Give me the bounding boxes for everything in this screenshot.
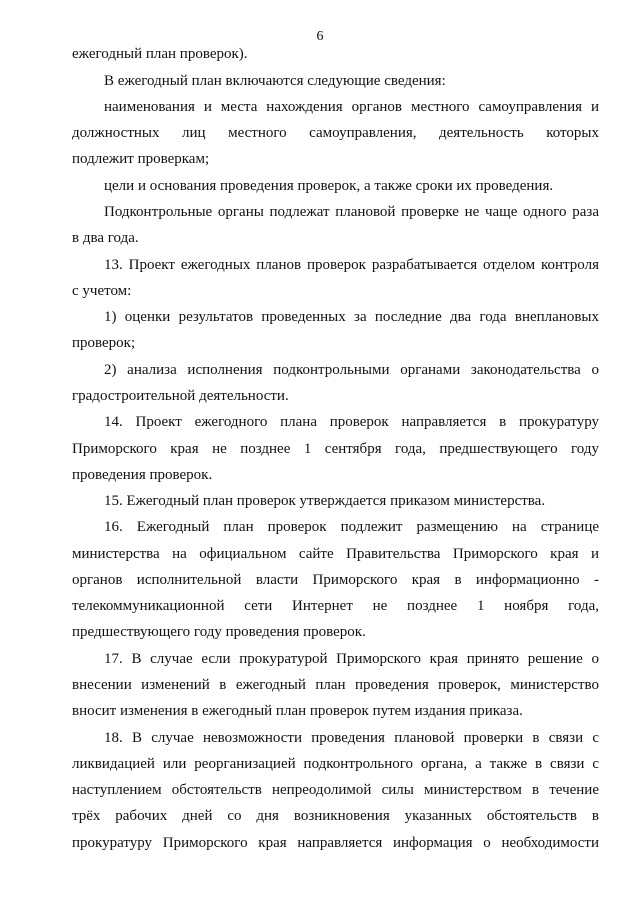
text-line: внесении изменений в ежегодный план проведения проверок, министерство: [72, 677, 599, 693]
text-line: цели и основания проведения проверок, а также сроки их проведения.: [104, 178, 554, 194]
text-line: наступлением обстоятельств непреодолимой силы министерством в течение: [72, 782, 599, 798]
text-line: 14. Проект ежегодного плана проверок направляется в прокуратуру: [104, 414, 599, 430]
text-line: 1) оценки результатов проведенных за последние два года внеплановых: [104, 309, 599, 325]
text-line: Подконтрольные органы подлежат плановой проверке не чаще одного раза: [104, 204, 599, 220]
text-line: 17. В случае если прокуратурой Приморского края принято решение о: [104, 651, 599, 667]
text-line: Приморского края не позднее 1 сентября года, предшествующего году: [72, 441, 599, 457]
text-line: градостроительной деятельности.: [72, 388, 289, 404]
text-line: проверок;: [72, 335, 136, 351]
text-line: предшествующего году проведения проверок.: [72, 624, 366, 640]
text-line: вносит изменения в ежегодный план проверок путем издания приказа.: [72, 703, 523, 719]
text-line: проведения проверок.: [72, 467, 213, 483]
text-line: с учетом:: [72, 283, 132, 299]
text-line: 13. Проект ежегодных планов проверок разрабатывается отделом контроля: [104, 257, 599, 273]
text-line: должностных лиц местного самоуправления, деятельность которых: [72, 125, 599, 141]
text-line: прокуратуру Приморского края направляется информация о необходимости: [72, 835, 599, 851]
text-line: подлежит проверкам;: [72, 151, 210, 167]
text-line: трёх рабочих дней со дня возникновения указанных обстоятельств в: [72, 808, 599, 824]
page-number: 6: [316, 29, 324, 44]
text-line: 15. Ежегодный план проверок утверждается приказом министерства.: [104, 493, 546, 509]
text-line: министерства на официальном сайте Правительства Приморского края и: [72, 546, 599, 562]
text-line: ежегодный план проверок).: [72, 46, 248, 62]
text-line: ликвидацией или реорганизацией подконтрольного органа, а также в связи с: [72, 756, 599, 772]
text-line: 16. Ежегодный план проверок подлежит размещению на странице: [104, 519, 599, 535]
text-line: В ежегодный план включаются следующие сведения:: [104, 73, 446, 89]
text-line: 18. В случае невозможности проведения плановой проверки в связи с: [104, 730, 599, 746]
text-line: органов исполнительной власти Приморского края в информационно -: [72, 572, 599, 588]
text-line: телекоммуникационной сети Интернет не позднее 1 ноября года,: [72, 598, 599, 614]
text-line: в два года.: [72, 230, 139, 246]
text-line: 2) анализа исполнения подконтрольными органами законодательства о: [104, 362, 599, 378]
text-line: наименования и места нахождения органов местного самоуправления и: [104, 99, 599, 115]
